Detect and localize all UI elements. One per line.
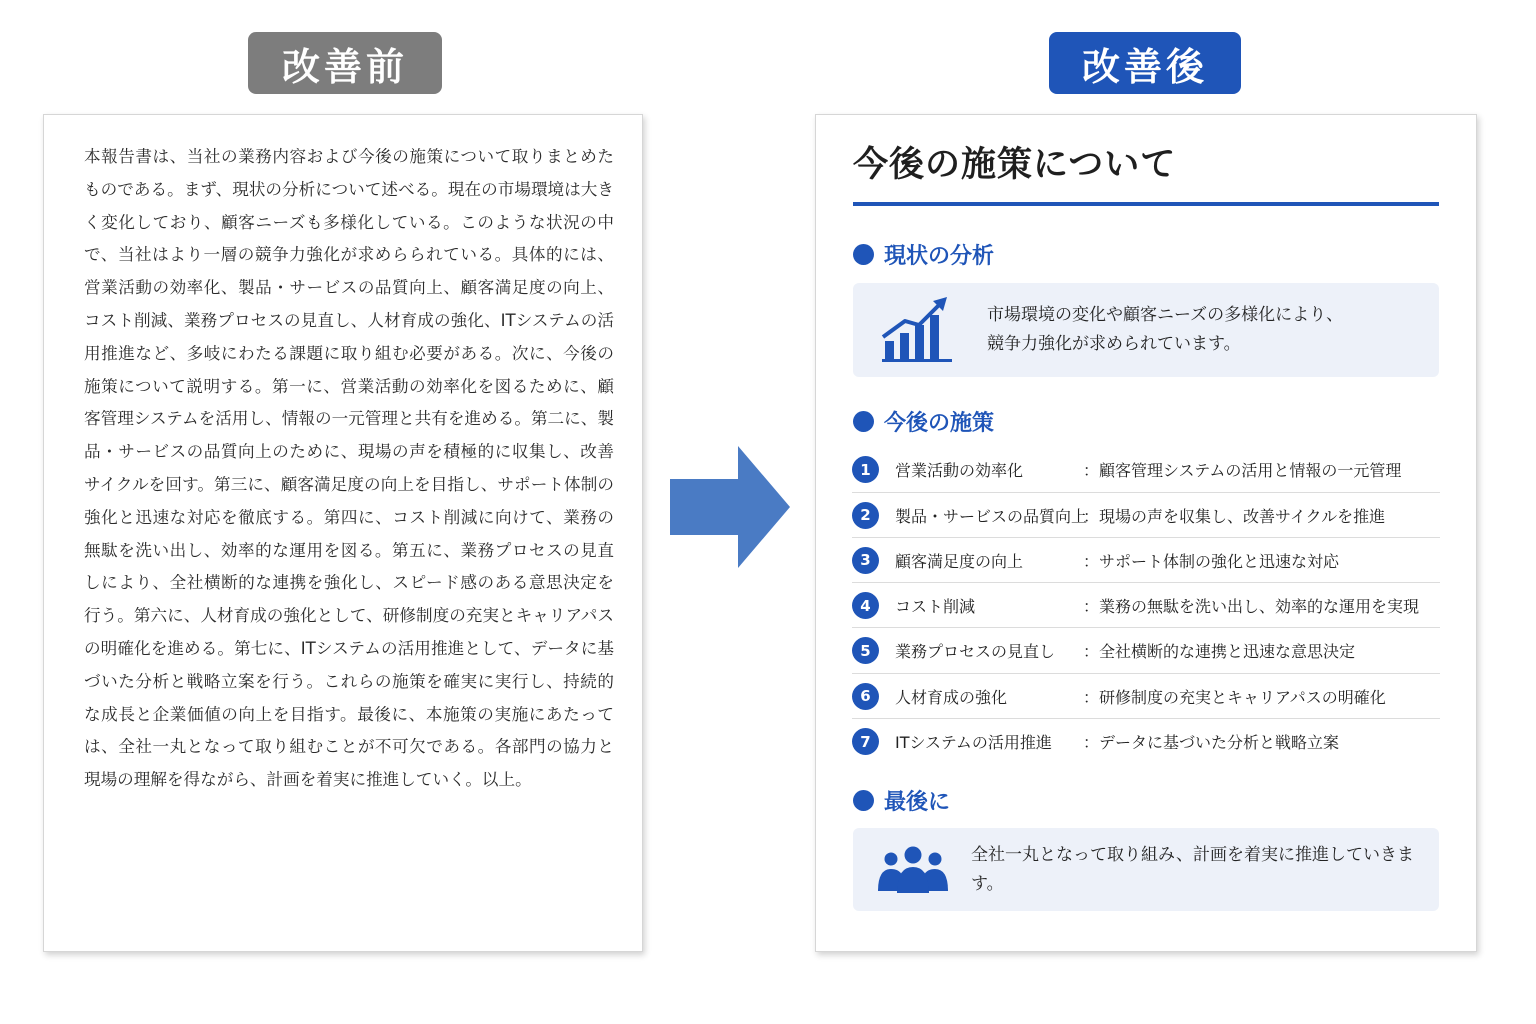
measure-name: 人材育成の強化: [895, 687, 1008, 707]
current-analysis-line-1: 市場環境の変化や顧客ニーズの多様化により、: [987, 305, 1344, 325]
number-badge: 6: [852, 683, 879, 710]
measure-description: ：顧客管理システムの活用と情報の一元管理: [1083, 461, 1402, 481]
after-document: [815, 114, 1477, 952]
before-body-text: 本報告書は、当社の業務内容および今後の施策について取りまとめたものである。まず、現状の分析について述べる。現在の市場環境は大きく変化しており、顧客ニーズも多様化している。このような状況の中で、当社はより一層の競争力強化が求めらられている。具体的には、営業活動の効率化、製品・サービスの品質向上、顧客満足度の向上、コスト削減、業務プロセスの見直し、人材育成の強化、ITシステムの活用推進など、多岐にわたる課題に取り組む必要がある。次に、今後の施策について説明する。第一に、営業活動の効率化を図るために、顧客管理システムを活用し、情報の一元管理と共有を進める。第二に、製品・サービスの品質向上のために、現場の声を積極的に収集し、改善サイクルを回す。第三に、顧客満足度の向上を目指し、サポート体制の強化と迅速な対応を徹底する。第四に、コスト削減に向けて、業務の無駄を洗い出し、効率的な運用を図る。第五に、業務プロセスの見直しにより、全社横断的な連携を強化し、スピード感のある意思決定を行う。第六に、人材育成の強化として、研修制度の充実とキャリアパスの明確化を進める。第七に、ITシステムの活用推進として、データに基づいた分析と戦略立案を行う。これらの施策を確実に実行し、持続的な成長と企業価値の向上を目指す。最後に、本施策の実施にあたっては、全社一丸となって取り組むことが不可欠である。各部門の協力と現場の理解を得ながら、計画を着実に推進していく。以上。: [84, 147, 614, 790]
measure-description: ：全社横断的な連携と迅速な意思決定: [1083, 642, 1356, 662]
measure-description: ：現場の声を収集し、改善サイクルを推進: [1083, 506, 1386, 526]
number-badge: 3: [852, 547, 879, 574]
measure-description: ：データに基づいた分析と戦略立案: [1083, 733, 1340, 753]
number-badge: 2: [852, 502, 879, 529]
bullet-dot-icon: [853, 411, 874, 432]
current-analysis-text: [987, 301, 1343, 359]
measure-description: ：研修制度の充実とキャリアパスの明確化: [1083, 687, 1386, 707]
section-closing: [853, 785, 950, 816]
title-divider: [853, 202, 1439, 206]
section-heading: 現状の分析: [884, 244, 995, 269]
right-arrow-icon: [670, 446, 790, 568]
measure-row: [852, 539, 1440, 584]
measure-row: [852, 720, 1440, 764]
section-heading: 最後に: [884, 790, 951, 815]
number-badge: 5: [852, 637, 879, 664]
section-heading: 今後の施策: [884, 411, 995, 436]
measure-name: 顧客満足度の向上: [895, 551, 1024, 571]
after-label: 改善後: [1049, 32, 1241, 94]
section-current-analysis: [853, 239, 994, 270]
measure-description: ：業務の無駄を洗い出し、効率的な運用を実現: [1083, 597, 1420, 617]
measure-name: ITシステムの活用推進: [895, 733, 1052, 753]
number-badge: 1: [852, 456, 879, 483]
measures-list: [852, 448, 1440, 764]
number-badge: 7: [852, 728, 879, 755]
measure-row: [852, 629, 1440, 674]
measure-name: 製品・サービスの品質向上: [895, 506, 1088, 526]
closing-box: [853, 828, 1439, 911]
measure-row: [852, 674, 1440, 719]
bullet-dot-icon: [853, 790, 874, 811]
measure-name: 業務プロセスの見直し: [895, 642, 1056, 662]
bar-chart-growth-icon: [881, 297, 957, 363]
bullet-dot-icon: [853, 244, 874, 265]
measure-row: [852, 448, 1440, 493]
number-badge: 4: [852, 592, 879, 619]
measure-name: 営業活動の効率化: [895, 461, 1024, 481]
people-group-icon: [877, 845, 949, 895]
before-document: [43, 114, 643, 952]
document-title: 今後の施策について: [853, 145, 1177, 185]
current-analysis-line-2: 競争力強化が求められています。: [987, 334, 1241, 354]
closing-text: 全社一丸となって取り組み、計画を着実に推進していきます。: [971, 844, 1415, 894]
before-label: 改善前: [248, 32, 442, 94]
section-future-measures: [853, 406, 994, 437]
measure-description: ：サポート体制の強化と迅速な対応: [1083, 551, 1340, 571]
measure-row: [852, 584, 1440, 629]
current-analysis-box: [853, 283, 1439, 377]
measure-row: [852, 493, 1440, 538]
measure-name: コスト削減: [895, 597, 976, 617]
